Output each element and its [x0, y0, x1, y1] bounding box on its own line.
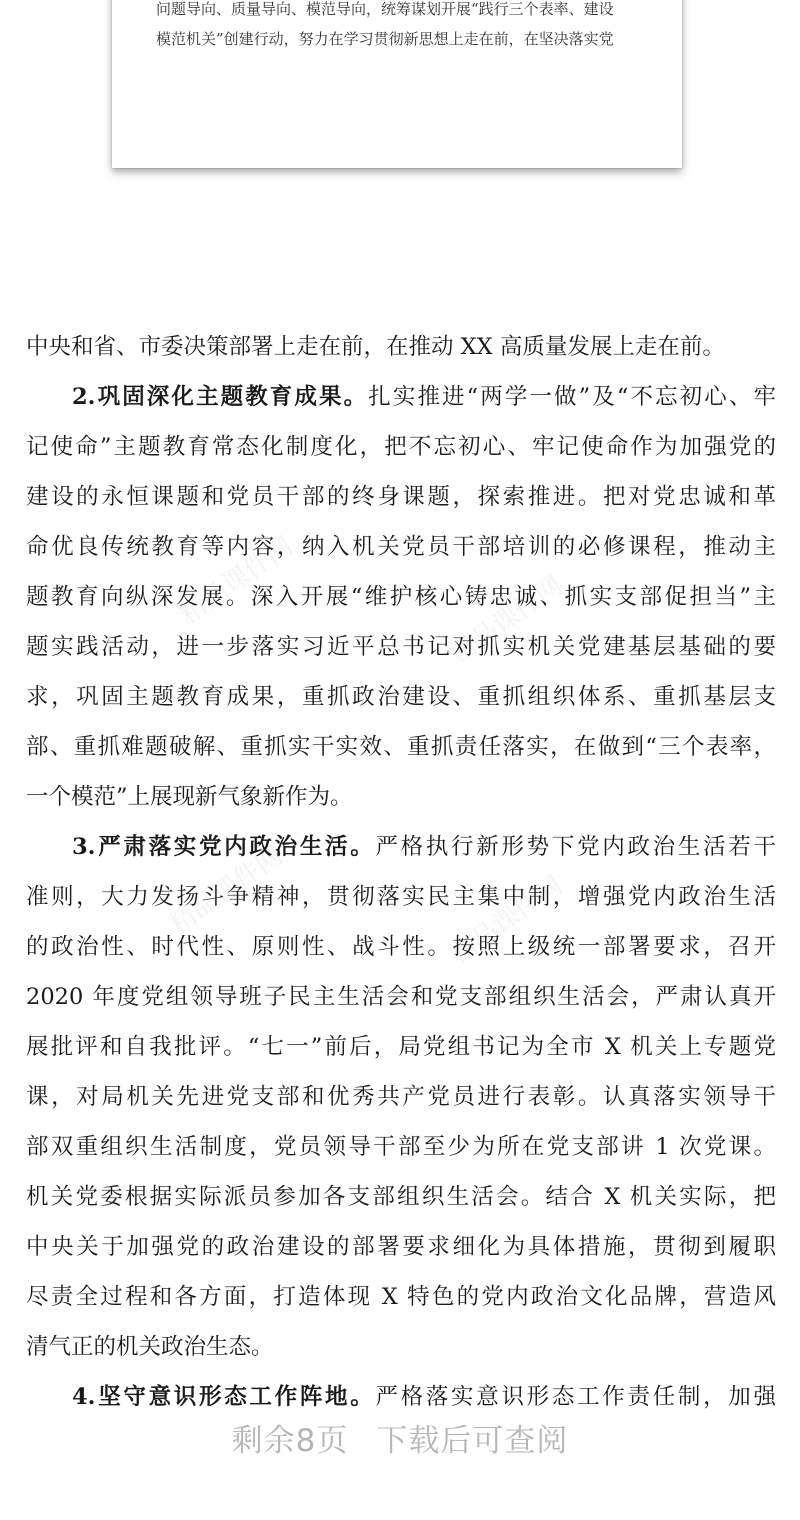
paragraph-line: 求，巩固主题教育成果，重抓政治建设、重抓组织体系、重抓基层支	[26, 684, 776, 710]
paragraph-line: 课，对局机关先进党支部和优秀共产党员进行表彰。认真落实领导干	[26, 1084, 776, 1110]
download-prompt[interactable]	[0, 1415, 800, 1460]
preview-text	[156, 0, 646, 54]
paragraph-line: 2020 年度党组领导班子民主生活会和党支部组织生活会，严肃认真开	[26, 984, 776, 1010]
watermark-text: 精品课件网	[174, 530, 299, 631]
paragraph-line: 中央关于加强党的政治建设的部署要求细化为具体措施，贯彻到履职	[26, 1234, 776, 1260]
paragraph-text: 扎实推进“两学一做”及“不忘初心、牢	[368, 384, 776, 410]
paragraph-line: 的政治性、时代性、原则性、战斗性。按照上级统一部署要求，召开	[26, 934, 776, 960]
paragraph-line: 展批评和自我批评。“七一”前后，局党组书记为全市 X 机关上专题党	[26, 1034, 776, 1060]
paragraph-line: 题教育向纵深发展。深入开展“维护核心铸忠诚、抓实支部促担当”主	[26, 584, 776, 610]
remaining-pages-text: 剩余8页	[231, 1423, 349, 1459]
paragraph-line: 中央和省、市委决策部署上走在前，在推动 XX 高质量发展上走在前。	[26, 334, 725, 360]
preview-line: 问题导向、质量导向、模范导向，统筹谋划开展“践行三个表率、建设	[156, 0, 614, 18]
paragraph-line: 记使命”主题教育常态化制度化，把不忘初心、牢记使命作为加强党的	[26, 434, 776, 460]
paragraph-line: 部双重组织生活制度，党员领导干部至少为所在党支部讲 1 次党课。	[26, 1134, 776, 1160]
paragraph-line: 准则，大力发扬斗争精神，贯彻落实民主集中制，增强党内政治生活	[26, 884, 776, 910]
paragraph-text: 严格落实意识形态工作责任制，加强	[375, 1384, 776, 1410]
paragraph-line: 尽责全过程和各方面，打造体现 X 特色的党内政治文化品牌，营造风	[26, 1284, 776, 1310]
paragraph-line: 题实践活动，进一步落实习近平总书记对抓实机关党建基层基础的要	[26, 634, 776, 660]
watermark-text: 精品课件网	[444, 870, 569, 971]
paragraph-line: 部、重抓难题破解、重抓实干实效、重抓责任落实，在做到“三个表率，	[26, 734, 776, 760]
watermark-text: 精品课件网	[164, 840, 289, 941]
section-heading: 2.巩固深化主题教育成果。	[72, 384, 369, 410]
document-body	[26, 322, 776, 1422]
paragraph-line: 一个模范”上展现新气象新作为。	[26, 784, 353, 810]
page-preview-card	[112, 0, 682, 168]
paragraph-text: 严格执行新形势下党内政治生活若干	[375, 834, 776, 860]
paragraph-line: 建设的永恒课题和党员干部的终身课题，探索推进。把对党忠诚和革	[26, 484, 776, 510]
preview-line: 模范机关”创建行动，努力在学习贯彻新思想上走在前，在坚决落实党	[156, 30, 614, 48]
section-heading: 4.坚守意识形态工作阵地。	[72, 1384, 376, 1410]
section-2-first-line	[26, 372, 776, 422]
paragraph-line: 命优良传统教育等内容，纳入机关党员干部培训的必修课程，推动主	[26, 534, 776, 560]
section-heading: 3.严肃落实党内政治生活。	[72, 834, 376, 860]
download-to-view-link[interactable]: 下载后可查阅	[376, 1423, 569, 1459]
paragraph-line: 机关党委根据实际派员参加各支部组织生活会。结合 X 机关实际，把	[26, 1184, 776, 1210]
paragraph-line: 清气正的机关政治生态。	[26, 1334, 274, 1360]
watermark-text: 精品课件网	[444, 570, 569, 671]
section-3-first-line	[26, 822, 776, 872]
